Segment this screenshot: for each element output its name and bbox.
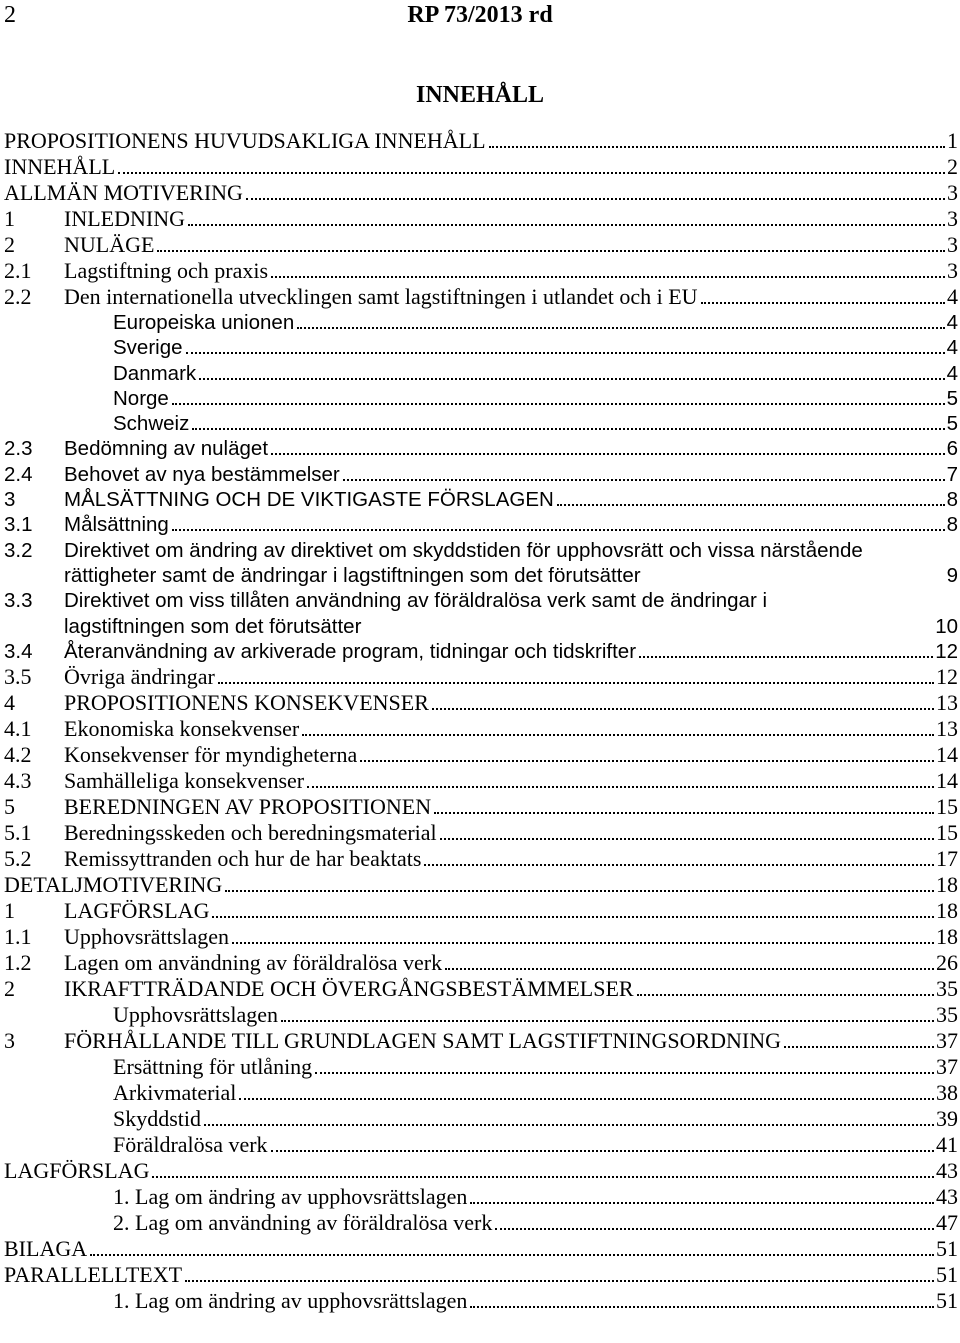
toc-entry-page: 7 bbox=[946, 462, 958, 486]
dot-leader bbox=[302, 734, 934, 736]
toc-entry-number: 3.3 bbox=[4, 589, 33, 613]
toc-entry-text: Lagen om användning av föräldralösa verk bbox=[64, 950, 443, 976]
toc-entry[interactable] bbox=[4, 1002, 958, 1028]
toc-entry-page: 18 bbox=[936, 898, 958, 924]
toc-entry-text: LAGFÖRSLAG bbox=[64, 898, 210, 924]
table-of-contents bbox=[4, 128, 958, 1314]
toc-entry-number: 4.1 bbox=[4, 716, 32, 742]
toc-entry-text: Lagstiftning och praxis bbox=[64, 258, 269, 283]
toc-entry[interactable] bbox=[4, 794, 958, 820]
toc-entry-page: 14 bbox=[936, 742, 958, 768]
dot-leader bbox=[172, 529, 945, 531]
toc-entry-text: IKRAFTTRÄDANDE OCH ÖVERGÅNGSBESTÄMMELSER bbox=[64, 976, 634, 1002]
toc-entry[interactable] bbox=[4, 898, 958, 924]
dot-leader bbox=[188, 224, 945, 226]
toc-entry-page: 4 bbox=[946, 336, 958, 360]
toc-entry-text: MÅLSÄTTNING OCH DE VIKTIGASTE FÖRSLAGEN bbox=[64, 488, 554, 512]
toc-entry-number: 5.1 bbox=[4, 820, 32, 846]
toc-entry-page: 51 bbox=[936, 1236, 958, 1262]
toc-entry[interactable] bbox=[4, 976, 958, 1002]
toc-entry-page: 15 bbox=[936, 794, 958, 820]
toc-entry-page: 51 bbox=[936, 1288, 958, 1314]
dot-leader bbox=[637, 994, 934, 996]
dot-leader bbox=[199, 378, 944, 380]
document-id: RP 73/2013 rd bbox=[407, 2, 553, 28]
toc-entry[interactable] bbox=[4, 258, 958, 284]
toc-entry-number: 1.1 bbox=[4, 924, 32, 950]
toc-entry-text: Arkivmaterial bbox=[113, 1080, 237, 1106]
toc-entry-page: 47 bbox=[936, 1210, 958, 1236]
dot-leader bbox=[360, 760, 934, 762]
toc-entry-page: 38 bbox=[936, 1080, 958, 1106]
toc-entry-page: 4 bbox=[947, 284, 958, 309]
toc-entry-page: 51 bbox=[936, 1262, 958, 1288]
dot-leader bbox=[343, 479, 945, 481]
toc-entry-text: FÖRHÅLLANDE TILL GRUNDLAGEN SAMT LAGSTIFTNINGSORDNING bbox=[64, 1028, 782, 1054]
toc-entry-number: 1.2 bbox=[4, 950, 32, 976]
toc-entry-text: DETALJMOTIVERING bbox=[4, 872, 223, 898]
toc-entry-number: 1 bbox=[4, 206, 15, 231]
toc-entry[interactable] bbox=[4, 386, 958, 411]
toc-entry-number: 3.4 bbox=[4, 639, 33, 663]
toc-entry-number: 3 bbox=[4, 1028, 15, 1054]
dot-leader bbox=[639, 656, 933, 658]
toc-entry-page: 37 bbox=[936, 1028, 958, 1054]
dot-leader bbox=[186, 352, 945, 354]
toc-entry-page: 8 bbox=[946, 513, 958, 537]
dot-leader bbox=[470, 1202, 934, 1204]
dot-leader bbox=[315, 1072, 934, 1074]
dot-leader bbox=[232, 942, 934, 944]
dot-leader bbox=[281, 1020, 934, 1022]
toc-entry-page: 18 bbox=[936, 924, 958, 950]
toc-entry[interactable] bbox=[4, 1236, 958, 1262]
toc-entry-page: 17 bbox=[936, 846, 958, 872]
toc-entry-page: 14 bbox=[936, 768, 958, 794]
toc-entry-page: 15 bbox=[936, 820, 958, 846]
toc-entry-text: Bedömning av nuläget bbox=[64, 437, 269, 461]
toc-entry[interactable] bbox=[4, 950, 958, 976]
toc-entry-page: 12 bbox=[935, 639, 958, 663]
toc-entry-page: 1 bbox=[947, 128, 958, 153]
toc-entry[interactable] bbox=[4, 538, 958, 589]
toc-entry-text: Remissyttranden och hur de har beaktats bbox=[64, 846, 422, 872]
toc-entry[interactable] bbox=[4, 716, 958, 742]
toc-entry-number: 3.5 bbox=[4, 664, 32, 690]
toc-entry-text: Skyddstid bbox=[113, 1106, 202, 1132]
toc-entry-number: 5 bbox=[4, 794, 15, 820]
toc-entry-text: Ersättning för utlåning bbox=[113, 1054, 313, 1080]
toc-entry[interactable] bbox=[4, 846, 958, 872]
toc-entry-text: Den internationella utvecklingen samt lagstiftningen i utlandet och i EU bbox=[64, 284, 698, 309]
dot-leader bbox=[118, 172, 945, 174]
dot-leader bbox=[204, 1124, 934, 1126]
toc-entry-page: 43 bbox=[936, 1158, 958, 1184]
toc-entry[interactable] bbox=[4, 411, 958, 436]
dot-leader bbox=[225, 890, 934, 892]
toc-entry-page: 4 bbox=[946, 311, 958, 334]
toc-entry[interactable] bbox=[4, 1288, 958, 1314]
toc-entry-text: Direktivet om ändring av direktivet om skyddstiden för upphovsrätt och vissa närstående rättigheter samt de ändringar i lagstiftningen som det förutsätter bbox=[64, 538, 863, 587]
dot-leader bbox=[271, 1150, 934, 1152]
toc-entry[interactable] bbox=[4, 820, 958, 846]
toc-entry-number: 3.1 bbox=[4, 513, 33, 537]
toc-entry-page: 12 bbox=[936, 664, 958, 690]
toc-entry-text: Samhälleliga konsekvenser bbox=[64, 768, 305, 794]
dot-leader bbox=[557, 504, 945, 506]
toc-entry-number: 5.2 bbox=[4, 846, 32, 872]
dot-leader bbox=[445, 968, 934, 970]
toc-entry-page: 2 bbox=[947, 154, 958, 179]
toc-entry-number: 2 bbox=[4, 232, 15, 257]
dot-leader bbox=[157, 250, 945, 252]
toc-entry-number: 2.2 bbox=[4, 284, 32, 309]
toc-entry-page: 3 bbox=[947, 206, 958, 231]
toc-entry[interactable] bbox=[4, 1158, 958, 1184]
toc-entry[interactable] bbox=[4, 232, 958, 258]
toc-entry-text: BEREDNINGEN AV PROPOSITIONEN bbox=[64, 794, 432, 820]
toc-entry[interactable] bbox=[4, 1132, 958, 1158]
dot-leader bbox=[440, 838, 934, 840]
toc-entry-number: 2.1 bbox=[4, 258, 32, 283]
toc-entry-text: Sverige bbox=[113, 336, 183, 360]
toc-entry[interactable] bbox=[4, 690, 958, 716]
toc-entry-page: 39 bbox=[936, 1106, 958, 1132]
toc-entry-text: Föräldralösa verk bbox=[113, 1132, 268, 1158]
toc-entry-number: 4 bbox=[4, 690, 15, 716]
toc-entry-page: 43 bbox=[936, 1184, 958, 1210]
toc-entry-text: Övriga ändringar bbox=[64, 664, 215, 690]
toc-entry[interactable] bbox=[4, 1210, 958, 1236]
dot-leader bbox=[297, 327, 944, 329]
dot-leader bbox=[172, 403, 945, 405]
toc-entry-text: INLEDNING bbox=[64, 206, 185, 231]
toc-entry-page: 18 bbox=[936, 872, 958, 898]
toc-entry[interactable] bbox=[4, 872, 958, 898]
toc-entry-text: Ekonomiska konsekvenser bbox=[64, 716, 300, 742]
toc-entry-page: 3 bbox=[947, 232, 958, 257]
toc-entry-page: 6 bbox=[946, 437, 958, 461]
toc-entry-text: Beredningsskeden och beredningsmaterial bbox=[64, 820, 437, 846]
toc-entry-text: PROPOSITIONENS HUVUDSAKLIGA INNEHÅLL bbox=[4, 128, 486, 153]
page-number: 2 bbox=[4, 2, 16, 28]
toc-entry-number: 4.2 bbox=[4, 742, 32, 768]
toc-entry[interactable] bbox=[4, 1184, 958, 1210]
toc-entry-text: 1. Lag om ändring av upphovsrättslagen bbox=[113, 1184, 468, 1210]
dot-leader bbox=[271, 453, 945, 455]
toc-entry-text: BILAGA bbox=[4, 1236, 88, 1262]
toc-entry[interactable] bbox=[4, 128, 958, 154]
dot-leader bbox=[424, 864, 934, 866]
toc-entry-text: Konsekvenser för myndigheterna bbox=[64, 742, 358, 768]
toc-entry-number: 2.4 bbox=[4, 462, 33, 486]
toc-title: INNEHÅLL bbox=[415, 82, 545, 108]
toc-entry-text: 1. Lag om ändring av upphovsrättslagen bbox=[113, 1288, 468, 1314]
toc-entry[interactable] bbox=[4, 742, 958, 768]
toc-entry-page: 13 bbox=[936, 690, 958, 716]
toc-entry[interactable] bbox=[4, 768, 958, 794]
dot-leader bbox=[784, 1046, 934, 1048]
toc-entry-page: 8 bbox=[946, 488, 958, 512]
dot-leader bbox=[470, 1306, 934, 1308]
toc-entry-page: 35 bbox=[936, 1002, 958, 1028]
toc-entry-text: Upphovsrättslagen bbox=[64, 924, 229, 950]
dot-leader bbox=[271, 276, 945, 278]
dot-leader bbox=[495, 1228, 934, 1230]
toc-entry[interactable] bbox=[4, 487, 958, 512]
toc-entry[interactable] bbox=[4, 154, 958, 180]
toc-entry-page: 37 bbox=[936, 1054, 958, 1080]
toc-entry-text: 2. Lag om användning av föräldralösa verk bbox=[113, 1210, 493, 1236]
toc-entry-page: 13 bbox=[936, 716, 958, 742]
toc-entry-text: Europeiska unionen bbox=[113, 311, 295, 334]
dot-leader bbox=[434, 812, 934, 814]
toc-entry[interactable] bbox=[4, 1080, 958, 1106]
toc-entry-text: PARALLELLTEXT bbox=[4, 1262, 183, 1288]
dot-leader bbox=[246, 198, 945, 200]
toc-entry[interactable] bbox=[4, 180, 958, 206]
toc-entry[interactable] bbox=[4, 436, 958, 461]
toc-entry-text: Målsättning bbox=[64, 513, 169, 537]
dot-leader bbox=[152, 1176, 934, 1178]
dot-leader bbox=[185, 1280, 934, 1282]
dot-leader bbox=[239, 1098, 934, 1100]
toc-entry[interactable] bbox=[4, 512, 958, 537]
toc-entry[interactable] bbox=[4, 462, 958, 487]
toc-entry-number: 3.2 bbox=[4, 538, 33, 562]
dot-leader bbox=[489, 146, 945, 148]
toc-entry[interactable] bbox=[4, 335, 958, 360]
toc-entry-text: Danmark bbox=[113, 361, 197, 385]
dot-leader bbox=[218, 682, 934, 684]
toc-entry[interactable] bbox=[4, 639, 958, 664]
toc-entry[interactable] bbox=[4, 361, 958, 386]
toc-entry[interactable] bbox=[4, 588, 958, 639]
toc-entry-text: Behovet av nya bestämmelser bbox=[64, 462, 340, 486]
toc-entry[interactable] bbox=[4, 310, 958, 335]
dot-leader bbox=[90, 1254, 934, 1256]
toc-entry-text: LAGFÖRSLAG bbox=[4, 1158, 150, 1184]
toc-entry-number: 1 bbox=[4, 898, 15, 924]
toc-entry[interactable] bbox=[4, 1106, 958, 1132]
toc-entry-page: 26 bbox=[936, 950, 958, 976]
toc-entry-page: 10 bbox=[935, 614, 958, 638]
toc-entry[interactable] bbox=[4, 664, 958, 690]
toc-entry-page: 35 bbox=[936, 976, 958, 1002]
toc-entry-number: 3 bbox=[4, 488, 16, 512]
toc-entry-text: NULÄGE bbox=[64, 232, 155, 257]
toc-entry-text: Återanvändning av arkiverade program, tidningar och tidskrifter bbox=[64, 639, 637, 663]
dot-leader bbox=[432, 708, 934, 710]
toc-entry-number: 2.3 bbox=[4, 437, 33, 461]
toc-entry-page: 3 bbox=[947, 180, 958, 205]
toc-entry-text: Schweiz bbox=[113, 412, 190, 436]
toc-entry-text: Upphovsrättslagen bbox=[113, 1002, 278, 1028]
toc-entry-page: 9 bbox=[946, 563, 958, 587]
dot-leader bbox=[701, 302, 945, 304]
toc-entry-page: 41 bbox=[936, 1132, 958, 1158]
toc-entry-text: INNEHÅLL bbox=[4, 154, 116, 179]
toc-entry-number: 4.3 bbox=[4, 768, 32, 794]
toc-entry[interactable] bbox=[4, 1028, 958, 1054]
dot-leader bbox=[307, 786, 934, 788]
toc-entry-page: 3 bbox=[947, 258, 958, 283]
toc-entry[interactable] bbox=[4, 284, 958, 310]
toc-entry-page: 5 bbox=[946, 386, 958, 410]
toc-entry-number: 2 bbox=[4, 976, 15, 1002]
toc-entry[interactable] bbox=[4, 206, 958, 232]
toc-entry[interactable] bbox=[4, 1262, 958, 1288]
toc-entry-text: ALLMÄN MOTIVERING bbox=[4, 180, 243, 205]
toc-entry-page: 4 bbox=[946, 361, 958, 385]
toc-entry-text: Norge bbox=[113, 386, 169, 410]
toc-entry-text: PROPOSITIONENS KONSEKVENSER bbox=[64, 690, 429, 716]
toc-entry-page: 5 bbox=[946, 412, 958, 436]
toc-entry[interactable] bbox=[4, 1054, 958, 1080]
toc-entry[interactable] bbox=[4, 924, 958, 950]
toc-entry-text: Direktivet om viss tillåten användning av föräldralösa verk samt de ändringar i lagstiftningen som det förutsätter bbox=[64, 589, 768, 638]
dot-leader bbox=[192, 428, 944, 430]
dot-leader bbox=[212, 916, 934, 918]
